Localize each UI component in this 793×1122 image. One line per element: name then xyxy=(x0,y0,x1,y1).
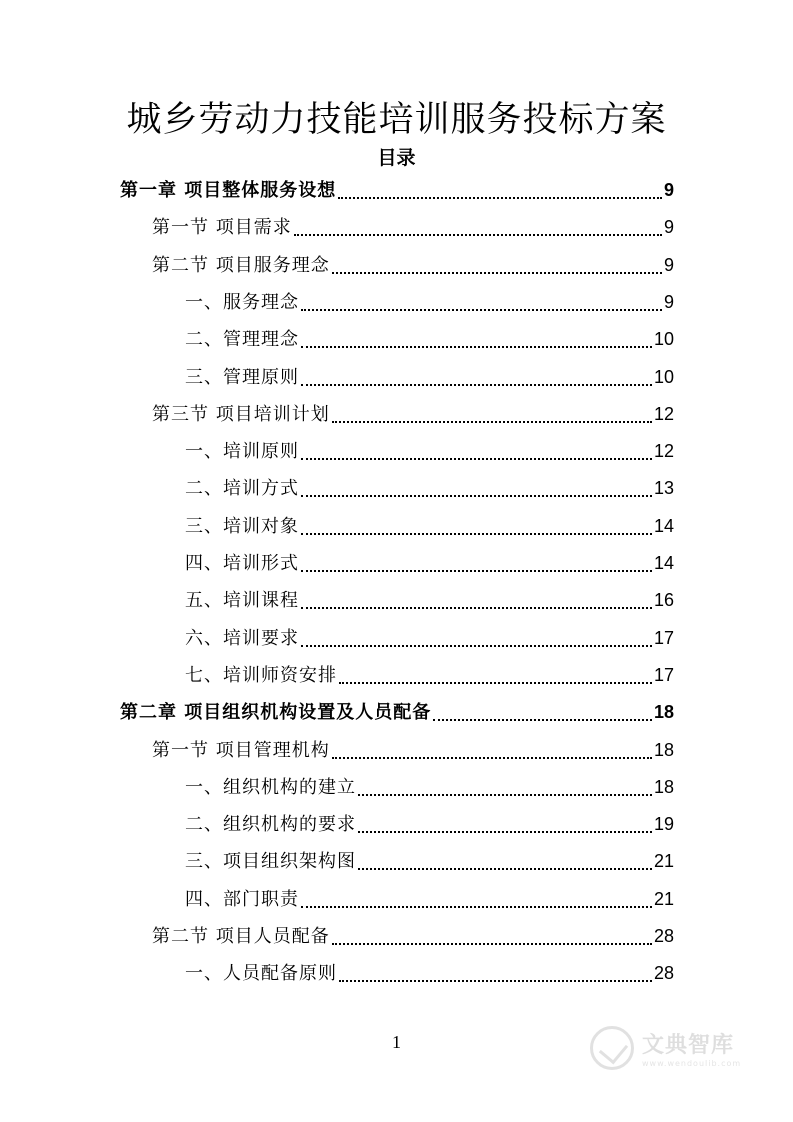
toc-entry-page: 17 xyxy=(653,664,674,685)
toc-entry[interactable] xyxy=(185,325,674,355)
toc-entry[interactable] xyxy=(185,586,674,616)
toc-entry[interactable] xyxy=(152,213,674,243)
toc-entry[interactable] xyxy=(185,959,674,989)
toc-entry-label: 第二节 项目服务理念 xyxy=(152,254,330,276)
toc-entry[interactable] xyxy=(185,512,674,542)
toc-entry-page: 18 xyxy=(653,776,674,797)
toc-entry[interactable] xyxy=(185,363,674,393)
watermark xyxy=(590,1020,760,1076)
toc-entry[interactable] xyxy=(185,624,674,654)
toc-entry[interactable] xyxy=(185,885,674,915)
toc-entry-label: 二、管理理念 xyxy=(185,329,299,351)
toc-dot-leader xyxy=(301,570,652,572)
watermark-name: 文典智库 xyxy=(642,1033,735,1058)
toc-entry-label: 一、服务理念 xyxy=(185,291,299,313)
toc-entry[interactable] xyxy=(185,474,674,504)
toc-dot-leader xyxy=(332,943,652,945)
toc-dot-leader xyxy=(294,234,662,236)
toc-dot-leader xyxy=(338,197,662,199)
toc-entry-page: 18 xyxy=(653,739,674,760)
toc-entry[interactable] xyxy=(152,400,674,430)
toc-entry[interactable] xyxy=(120,176,674,206)
toc-dot-leader xyxy=(301,309,662,311)
toc-entry-page: 13 xyxy=(653,478,674,499)
toc-dot-leader xyxy=(339,980,652,982)
watermark-logo-icon xyxy=(590,1026,634,1070)
toc-dot-leader xyxy=(332,757,652,759)
toc-dot-leader xyxy=(301,607,652,609)
toc-dot-leader xyxy=(339,682,652,684)
toc-entry[interactable] xyxy=(152,922,674,952)
toc-entry-page: 16 xyxy=(653,590,674,611)
document-title: 城乡劳动力技能培训服务投标方案 xyxy=(126,100,667,140)
toc-entry[interactable] xyxy=(185,773,674,803)
toc-dot-leader xyxy=(301,346,652,348)
toc-entry-label: 四、部门职责 xyxy=(185,888,299,910)
toc-entry-page: 14 xyxy=(653,553,674,573)
toc-entry-label: 第二节 项目人员配备 xyxy=(152,926,330,947)
toc-entry-label: 第一章 项目整体服务设想 xyxy=(120,180,337,201)
toc-entry-label: 二、培训方式 xyxy=(185,478,299,500)
toc-entry-page: 28 xyxy=(653,963,674,984)
toc-entry-page: 18 xyxy=(653,702,674,723)
toc-dot-leader xyxy=(301,458,652,460)
toc-entry[interactable] xyxy=(185,549,674,579)
toc-entry-page: 10 xyxy=(653,329,674,350)
toc-dot-leader xyxy=(301,533,652,535)
toc-dot-leader xyxy=(301,906,652,908)
toc-dot-leader xyxy=(358,868,652,870)
toc-dot-leader xyxy=(433,719,652,721)
toc-entry-page: 19 xyxy=(653,814,674,835)
page-number: 1 xyxy=(392,1032,401,1052)
toc-entry-label: 一、培训原则 xyxy=(185,441,299,463)
toc-entry[interactable] xyxy=(185,288,674,318)
toc-entry-label: 七、培训师资安排 xyxy=(185,664,337,686)
toc-entry-label: 三、管理原则 xyxy=(185,366,299,388)
toc-entry[interactable] xyxy=(152,251,674,281)
toc-entry-page: 28 xyxy=(653,926,674,946)
toc-entry[interactable] xyxy=(185,661,674,691)
toc-entry[interactable] xyxy=(185,437,674,467)
toc-dot-leader xyxy=(301,645,652,647)
toc-entry-label: 第一节 项目需求 xyxy=(152,217,292,239)
toc-entry-label: 三、培训对象 xyxy=(185,515,299,537)
toc-entry-page: 9 xyxy=(663,291,674,312)
toc-entry[interactable] xyxy=(120,698,674,728)
toc-entry-page: 21 xyxy=(653,888,674,909)
toc-heading: 目录 xyxy=(377,147,416,169)
toc-entry[interactable] xyxy=(152,736,674,766)
toc-dot-leader xyxy=(332,421,652,423)
toc-entry-page: 21 xyxy=(653,851,674,872)
toc-entry-label: 六、培训要求 xyxy=(185,627,299,649)
toc-entry-page: 10 xyxy=(653,366,674,387)
toc-entry-page: 12 xyxy=(653,441,674,462)
toc-entry-label: 第一节 项目管理机构 xyxy=(152,739,330,761)
toc-entry-label: 第三节 项目培训计划 xyxy=(152,403,330,425)
toc-entry-label: 一、组织机构的建立 xyxy=(185,776,356,798)
toc-dot-leader xyxy=(301,384,652,386)
toc-entry-page: 9 xyxy=(663,217,674,238)
toc-entry-page: 14 xyxy=(653,515,674,536)
toc-entry[interactable] xyxy=(185,810,674,840)
watermark-url: www.wendoulib.com xyxy=(642,1059,742,1068)
toc-entry-label: 一、人员配备原则 xyxy=(185,963,337,985)
toc-entry-label: 第二章 项目组织机构设置及人员配备 xyxy=(120,702,432,724)
toc-entry-page: 17 xyxy=(653,627,674,648)
toc-dot-leader xyxy=(358,794,652,796)
toc-entry-label: 三、项目组织架构图 xyxy=(185,851,356,873)
toc-entry-label: 四、培训形式 xyxy=(185,553,299,574)
toc-entry-label: 五、培训课程 xyxy=(185,590,299,612)
toc-entry[interactable] xyxy=(185,847,674,877)
toc-entry-label: 二、组织机构的要求 xyxy=(185,814,356,836)
toc-dot-leader xyxy=(301,495,652,497)
toc-entry-page: 12 xyxy=(653,403,674,424)
toc-entry-page: 9 xyxy=(663,180,674,200)
toc-dot-leader xyxy=(358,831,652,833)
toc-dot-leader xyxy=(332,272,662,274)
toc-entry-page: 9 xyxy=(663,254,674,275)
